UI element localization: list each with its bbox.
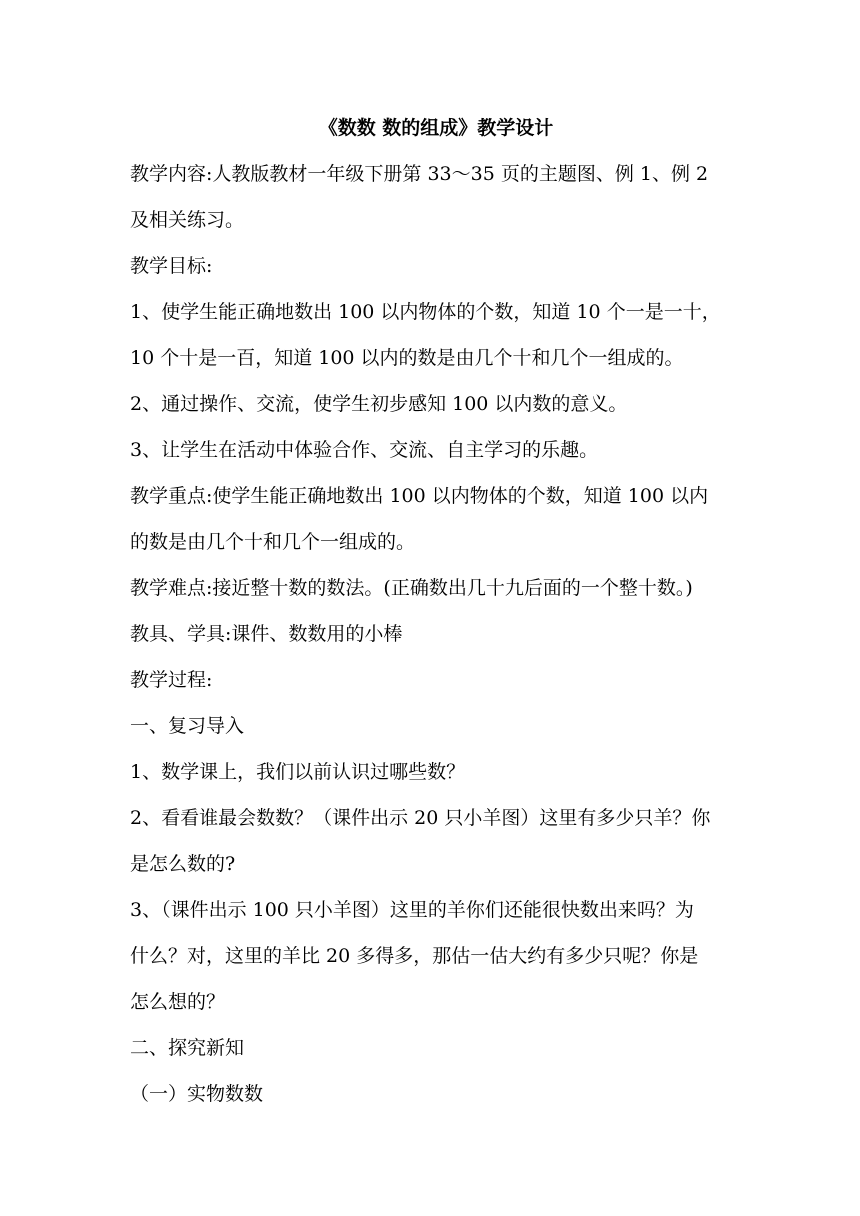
paragraph-line: 及相关练习。: [130, 209, 245, 231]
section-heading: 教学过程:: [130, 669, 213, 691]
paragraph-line: 教具、学具:课件、数数用的小棒: [130, 623, 403, 645]
paragraph-line: 教学重点:使学生能正确地数出 100 以内物体的个数，知道 100 以内: [130, 485, 709, 507]
paragraph-line: 教学内容:人教版教材一年级下册第 33～35 页的主题图、例 1、例 2: [130, 163, 709, 185]
paragraph-line: 的数是由几个十和几个一组成的。: [130, 531, 416, 553]
paragraph-line: 10 个十是一百，知道 100 以内的数是由几个十和几个一组成的。: [130, 347, 684, 369]
section-heading: 二、探究新知: [130, 1037, 245, 1059]
document-body: [130, 108, 736, 1117]
paragraph-line: 怎么想的？: [130, 991, 226, 1013]
paragraph-line: 1、数学课上，我们以前认识过哪些数？: [130, 761, 466, 783]
paragraph-line: 教学难点:接近整十数的数法。(正确数出几十九后面的一个整十数。): [130, 577, 693, 599]
document-title: 《数数 数的组成》教学设计: [318, 117, 554, 139]
paragraph-line: 3、（课件出示 100 只小羊图）这里的羊你们还能很快数出来吗？为: [130, 899, 694, 921]
paragraph-line: 是怎么数的?: [130, 853, 236, 875]
paragraph-line: 2、通过操作、交流，使学生初步感知 100 以内数的意义。: [130, 393, 628, 415]
paragraph-line: 3、让学生在活动中体验合作、交流、自主学习的乐趣。: [130, 439, 599, 461]
paragraph-line: 2、看看谁最会数数？（课件出示 20 只小羊图）这里有多少只羊？你: [130, 807, 711, 829]
paragraph-line: 什么？对，这里的羊比 20 多得多，那估一估大约有多少只呢？你是: [130, 945, 699, 967]
paragraph-line: 1、使学生能正确地数出 100 以内物体的个数，知道 10 个一是一十，: [130, 301, 721, 323]
subsection-heading: （一）实物数数: [130, 1083, 264, 1105]
section-heading: 教学目标:: [130, 255, 213, 277]
section-heading: 一、复习导入: [130, 715, 245, 737]
